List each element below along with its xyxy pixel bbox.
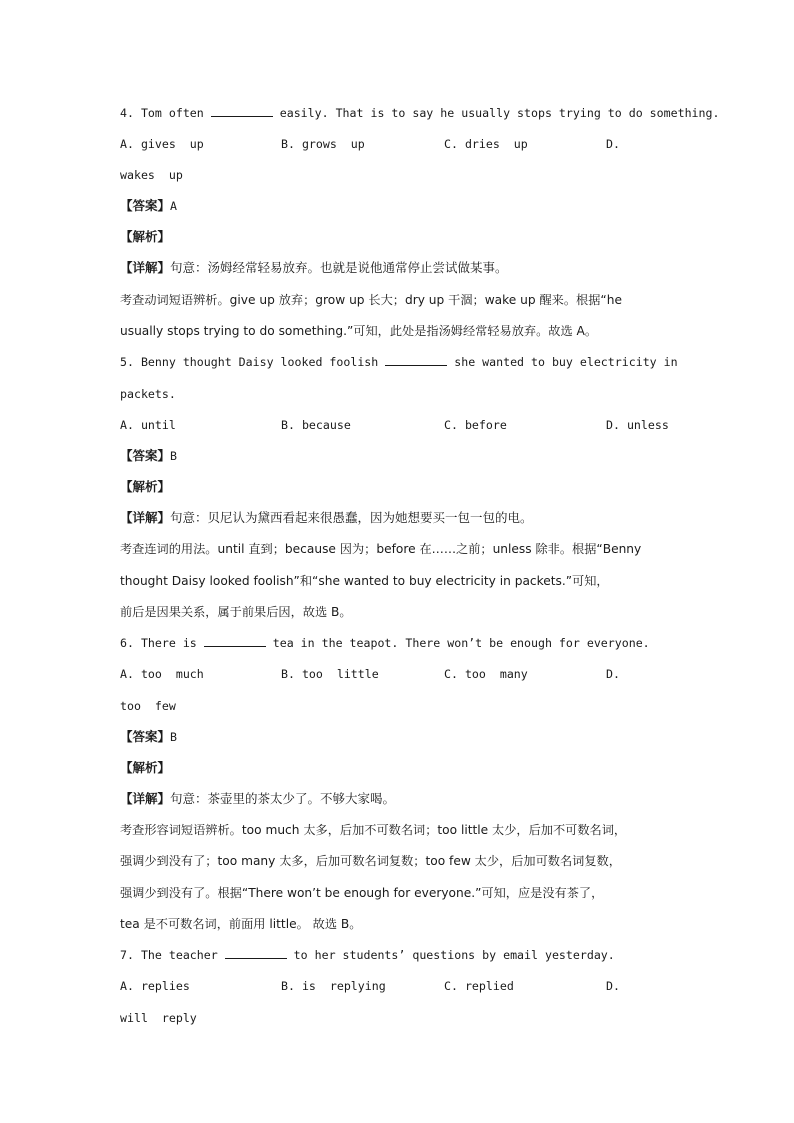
question-4-stem: 4. Tom often easily. That is to say he usually stops trying to do something. bbox=[120, 106, 720, 120]
q6-option-c: C. too many bbox=[444, 667, 528, 681]
answer-blank bbox=[225, 947, 287, 959]
q4-option-b: B. grows up bbox=[281, 137, 365, 151]
q5-analysis-label: 【解析】 bbox=[120, 479, 171, 494]
q7-option-a: A. replies bbox=[120, 979, 190, 993]
q6-option-d-text: too few bbox=[120, 699, 176, 713]
q5-option-c: C. before bbox=[444, 418, 507, 432]
q5-explanation-line-2: thought Daisy looked foolish”和“she wanted to buy electricity in packets.”可知， bbox=[120, 574, 609, 588]
q5-option-d: D. unless bbox=[606, 418, 669, 432]
q4-analysis-label: 【解析】 bbox=[120, 229, 171, 244]
q6-explanation-line-3: 强调少到没有了。根据“There won’t be enough for everyone.”可知，应是没有茶了， bbox=[120, 886, 604, 900]
answer-blank bbox=[211, 105, 273, 117]
q6-explanation-line-1: 考查形容词短语辨析。too much 太多，后加不可数名词；too little 太少，后加不可数名词， bbox=[120, 823, 627, 837]
q6-option-b: B. too little bbox=[281, 667, 379, 681]
q5-detail: 【详解】句意：贝尼认为黛西看起来很愚蠢，因为她想要买一包一包的电。 bbox=[120, 510, 533, 525]
q6-analysis-label: 【解析】 bbox=[120, 760, 171, 775]
q4-explanation-line-2: usually stops trying to do something.”可知，此处是指汤姆经常轻易放弃。故选 A。 bbox=[120, 324, 598, 338]
q5-option-b: B. because bbox=[281, 418, 351, 432]
q4-answer: 【答案】A bbox=[120, 198, 177, 213]
question-7-stem: 7. The teacher to her students’ questions by email yesterday. bbox=[120, 948, 615, 962]
q7-option-d-text: will reply bbox=[120, 1011, 197, 1025]
q4-explanation-line-1: 考查动词短语辨析。give up 放弃；grow up 长大；dry up 干涸；wake up 醒来。根据“he bbox=[120, 293, 622, 307]
q7-option-c: C. replied bbox=[444, 979, 514, 993]
answer-blank bbox=[385, 354, 447, 366]
q7-option-d: D. bbox=[606, 979, 620, 993]
q6-explanation-line-4: tea 是不可数名词，前面用 little。 故选 B。 bbox=[120, 917, 362, 931]
q4-option-c: C. dries up bbox=[444, 137, 528, 151]
q4-option-d: D. bbox=[606, 137, 620, 151]
q5-explanation-line-1: 考查连词的用法。until 直到；because 因为；before 在……之前；unless 除非。根据“Benny bbox=[120, 542, 642, 556]
q4-option-d-text: wakes up bbox=[120, 168, 183, 182]
q6-detail: 【详解】句意：茶壶里的茶太少了。不够大家喝。 bbox=[120, 791, 396, 806]
q5-answer: 【答案】B bbox=[120, 448, 177, 463]
q5-option-a: A. until bbox=[120, 418, 176, 432]
q4-option-a: A. gives up bbox=[120, 137, 204, 151]
q6-answer: 【答案】B bbox=[120, 729, 177, 744]
q6-option-a: A. too much bbox=[120, 667, 204, 681]
q6-explanation-line-2: 强调少到没有了；too many 太多，后加可数名词复数；too few 太少，后加可数名词复数， bbox=[120, 854, 621, 868]
question-5-stem-cont: packets. bbox=[120, 387, 176, 401]
q5-explanation-line-3: 前后是因果关系，属于前果后因，故选 B。 bbox=[120, 605, 352, 619]
answer-blank bbox=[204, 635, 266, 647]
q4-detail: 【详解】句意：汤姆经常轻易放弃。也就是说他通常停止尝试做某事。 bbox=[120, 260, 508, 275]
q7-option-b: B. is replying bbox=[281, 979, 386, 993]
q6-option-d: D. bbox=[606, 667, 620, 681]
question-6-stem: 6. There is tea in the teapot. There won’t be enough for everyone. bbox=[120, 636, 650, 650]
question-5-stem: 5. Benny thought Daisy looked foolish she wanted to buy electricity in bbox=[120, 355, 678, 369]
